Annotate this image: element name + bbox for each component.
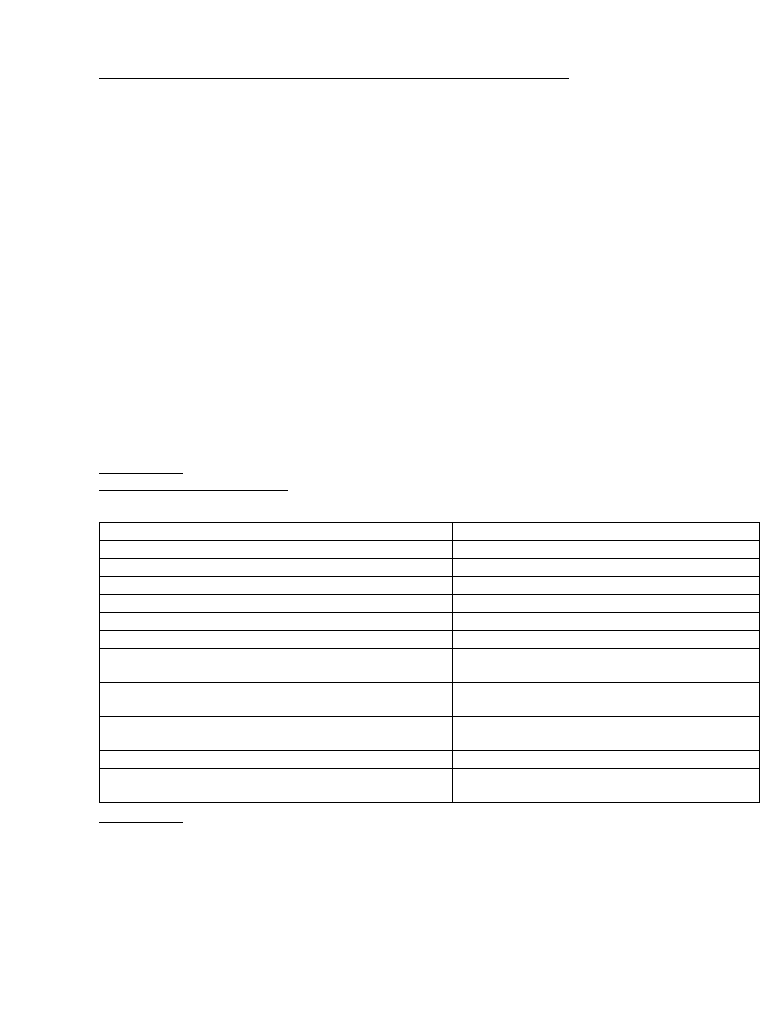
table-cell	[100, 595, 453, 613]
exercise-1-title	[99, 78, 569, 79]
answer-cell[interactable]	[453, 613, 760, 631]
table-cell	[100, 683, 453, 717]
table-header	[100, 523, 453, 541]
exercise-3-title	[99, 822, 183, 823]
table-cell	[100, 559, 453, 577]
answer-cell[interactable]	[453, 649, 760, 683]
answer-cell[interactable]	[453, 559, 760, 577]
table-cell	[100, 717, 453, 751]
answer-cell[interactable]	[453, 683, 760, 717]
table-header	[453, 523, 760, 541]
exercise-2-title	[99, 473, 183, 474]
table-cell	[100, 649, 453, 683]
table-header	[100, 631, 453, 649]
table-cell	[100, 577, 453, 595]
answer-cell[interactable]	[453, 751, 760, 769]
table-cell	[100, 751, 453, 769]
table-header	[453, 631, 760, 649]
answer-cell[interactable]	[453, 541, 760, 559]
table-cell	[100, 613, 453, 631]
answer-cell[interactable]	[453, 717, 760, 751]
answer-cell[interactable]	[453, 595, 760, 613]
equipment-table	[99, 522, 760, 803]
answer-cell[interactable]	[453, 769, 760, 803]
table-cell	[100, 541, 453, 559]
answer-cell[interactable]	[453, 577, 760, 595]
exercise-2-subtitle	[99, 490, 288, 491]
table-cell	[100, 769, 453, 803]
